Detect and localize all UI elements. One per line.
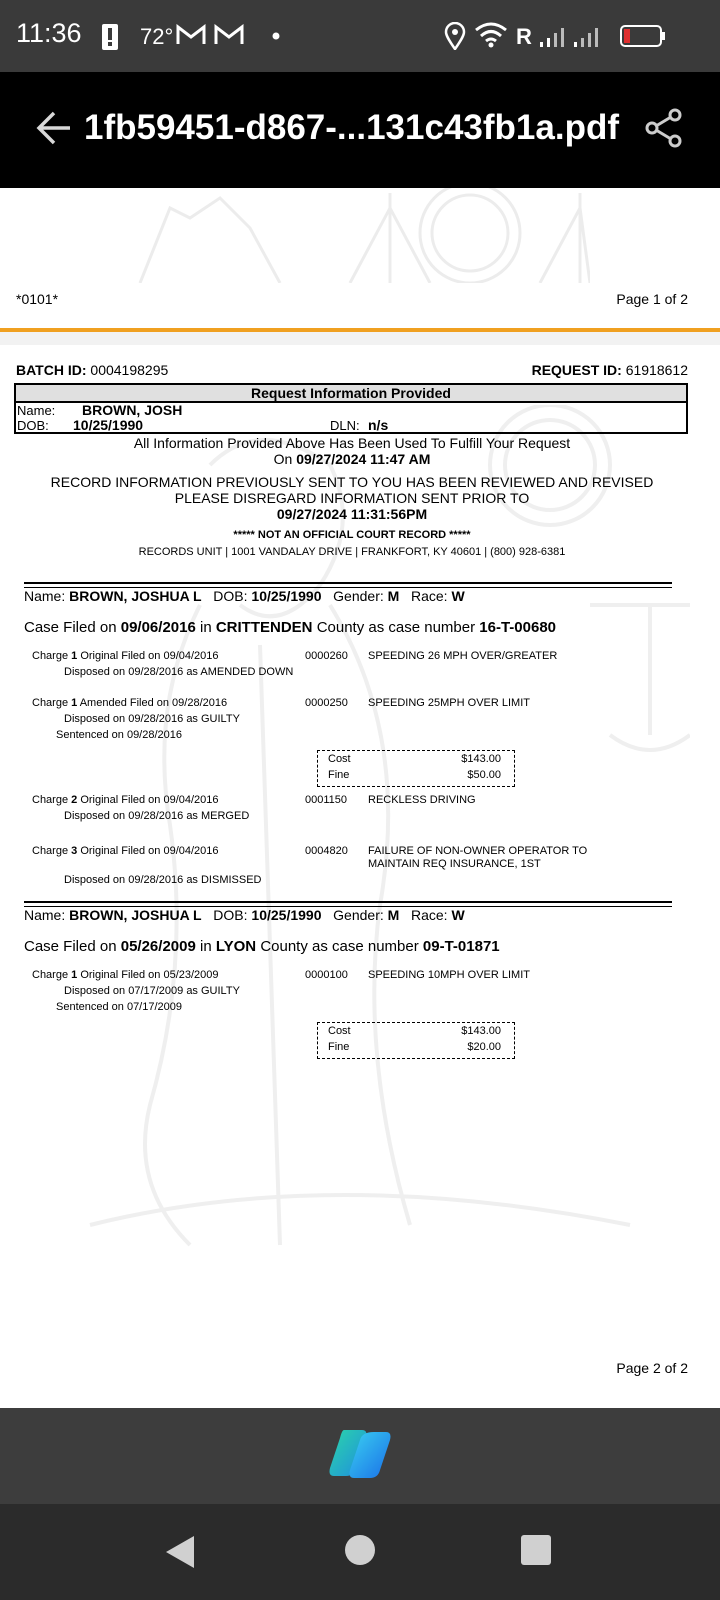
- charge-disposition: Disposed on 07/17/2009 as GUILTY: [64, 985, 240, 997]
- cost-fine-box: [317, 1022, 515, 1059]
- case-filed-prefix: Case Filed on: [24, 938, 117, 955]
- request-info-box: [14, 401, 688, 434]
- charge-row: [32, 650, 219, 662]
- nav-back-icon[interactable]: [164, 1534, 196, 1570]
- case-county: LYON: [215, 938, 257, 955]
- person-name: BROWN, JOSHUA L: [69, 588, 202, 604]
- cost-fine-box: [317, 750, 515, 787]
- notification-dot-icon: [272, 32, 280, 40]
- wifi-icon: [474, 22, 508, 48]
- fulfillment-line: All Information Provided Above Has Been Used To Fulfill Your Request: [133, 435, 571, 451]
- person-race: W: [451, 907, 465, 923]
- status-time: 11:36: [16, 18, 82, 48]
- charge-filed: Original Filed on 09/04/2016: [80, 650, 219, 662]
- battery-alert-icon: [101, 22, 119, 50]
- charge-description: RECKLESS DRIVING: [368, 794, 476, 806]
- pdf-page-1-footer: [0, 188, 720, 330]
- person-dob: 10/25/1990: [251, 907, 322, 923]
- charge-number: 2: [71, 794, 78, 806]
- batch-id: [16, 362, 168, 378]
- charge-filed: Original Filed on 09/04/2016: [80, 845, 219, 857]
- charge-label: Charge: [32, 697, 69, 709]
- gmail-icon-2: [214, 24, 244, 46]
- cost-value: $143.00: [461, 1025, 501, 1037]
- charge-disposition: Disposed on 09/28/2016 as GUILTY: [64, 713, 240, 725]
- case-filed-date: 09/06/2016: [120, 619, 196, 636]
- charge-description: FAILURE OF NON-OWNER OPERATOR TO: [368, 845, 588, 857]
- request-name-value: BROWN, JOSH: [82, 402, 183, 418]
- page-code: *0101*: [16, 291, 59, 307]
- case-1-filed: [24, 619, 556, 636]
- charge-sentenced: Sentenced on 07/17/2009: [56, 1001, 183, 1013]
- status-temp: 72°: [140, 24, 174, 49]
- copilot-icon[interactable]: [328, 1424, 392, 1484]
- charge-disposition: Disposed on 09/28/2016 as MERGED: [64, 810, 250, 822]
- request-id-value: 61918612: [625, 362, 688, 378]
- records-unit-address: RECORDS UNIT | 1001 VANDALAY DRIVE | FRANKFORT, KY 40601 | (800) 928-6381: [138, 546, 566, 558]
- case-1-person: [24, 588, 465, 604]
- charge-label: Charge: [32, 650, 69, 662]
- charge-label: Charge: [32, 969, 69, 981]
- charge-label: Charge: [32, 794, 69, 806]
- share-icon[interactable]: [644, 108, 684, 148]
- charge-label: Charge: [32, 845, 69, 857]
- charge-number: 3: [71, 845, 78, 857]
- request-dln-value: n/s: [368, 417, 389, 433]
- charge-code: 0000100: [305, 969, 348, 981]
- charge-code: 0000250: [305, 697, 348, 709]
- person-race-label: Race:: [410, 907, 448, 923]
- batch-id-label: BATCH ID:: [16, 362, 87, 378]
- fulfillment-note: [0, 435, 704, 467]
- page-gap: [0, 332, 720, 345]
- case-2-filed: [24, 938, 500, 955]
- status-bar: [0, 0, 720, 72]
- roaming-indicator: R: [516, 24, 532, 49]
- page-2-label: Page 2 of 2: [616, 1360, 688, 1376]
- charge-row: [32, 794, 219, 806]
- case-county-suffix: County as case number: [316, 619, 476, 636]
- document-title: 1fb59451-d867-...131c43fb1a.pdf: [84, 108, 619, 147]
- charge-description: SPEEDING 26 MPH OVER/GREATER: [368, 650, 558, 662]
- charge-number: 1: [71, 697, 78, 709]
- charge-row: [32, 697, 227, 709]
- person-dob: 10/25/1990: [251, 588, 322, 604]
- person-dob-label: DOB:: [213, 588, 248, 604]
- case-filed-prefix: Case Filed on: [24, 619, 117, 636]
- charge-code: 0004820: [305, 845, 348, 857]
- cost-label: Cost: [328, 753, 351, 765]
- person-gender-label: Gender:: [333, 907, 384, 923]
- case-number: 09-T-01871: [422, 938, 500, 955]
- pdf-title-bar: [0, 72, 720, 188]
- request-id: [532, 362, 688, 378]
- copilot-bar: [0, 1408, 720, 1504]
- fine-label: Fine: [328, 769, 350, 781]
- charge-disposition: Disposed on 09/28/2016 as DISMISSED: [64, 874, 262, 886]
- person-gender-label: Gender:: [333, 588, 384, 604]
- case-county-suffix: County as case number: [260, 938, 419, 955]
- fine-value: $50.00: [467, 769, 501, 781]
- request-id-label: REQUEST ID:: [531, 362, 622, 378]
- charge-filed: Amended Filed on 09/28/2016: [79, 697, 228, 709]
- fulfillment-on: On: [273, 451, 293, 467]
- charge-number: 1: [71, 969, 78, 981]
- revision-datetime: 09/27/2024 11:31:56PM: [276, 506, 428, 522]
- person-dob-label: DOB:: [213, 907, 248, 923]
- navigation-bar: [0, 1504, 720, 1600]
- pdf-page-2: [0, 345, 720, 1403]
- person-name: BROWN, JOSHUA L: [69, 907, 202, 923]
- fine-label: Fine: [328, 1041, 350, 1053]
- charge-sentenced: Sentenced on 09/28/2016: [56, 729, 183, 741]
- request-info-header: Request Information Provided: [14, 383, 688, 403]
- charge-disposition: Disposed on 09/28/2016 as AMENDED DOWN: [64, 666, 294, 678]
- fulfillment-datetime: 09/27/2024 11:47 AM: [296, 451, 431, 467]
- seal-watermark: [120, 188, 590, 283]
- revision-line-2: PLEASE DISREGARD INFORMATION SENT PRIOR TO: [174, 490, 530, 506]
- page-1-label: Page 1 of 2: [616, 291, 688, 307]
- charge-description-2: MAINTAIN REQ INSURANCE, 1ST: [368, 858, 541, 870]
- charge-description: SPEEDING 25MPH OVER LIMIT: [368, 697, 530, 709]
- fulfillment-date-line: [0, 451, 704, 467]
- charge-row: [32, 845, 219, 857]
- location-icon: [444, 22, 466, 50]
- charge-filed: Original Filed on 09/04/2016: [80, 794, 219, 806]
- signal-icon: [538, 24, 608, 48]
- nav-home-icon[interactable]: [344, 1534, 376, 1566]
- request-name-label: Name:: [17, 403, 56, 418]
- charge-filed: Original Filed on 05/23/2009: [80, 969, 219, 981]
- charge-row: [32, 969, 219, 981]
- case-2-person: [24, 907, 465, 923]
- request-dln-label: DLN:: [330, 418, 360, 433]
- fine-value: $20.00: [467, 1041, 501, 1053]
- charge-number: 1: [71, 650, 78, 662]
- person-name-label: Name:: [24, 907, 66, 923]
- case-filed-date: 05/26/2009: [120, 938, 196, 955]
- person-name-label: Name:: [24, 588, 66, 604]
- not-official-notice: ***** NOT AN OFFICIAL COURT RECORD *****: [233, 529, 471, 541]
- person-gender: M: [387, 588, 400, 604]
- case-in: in: [199, 619, 212, 636]
- cost-value: $143.00: [461, 753, 501, 765]
- revision-line-1: RECORD INFORMATION PREVIOUSLY SENT TO YOU HAS BEEN REVIEWED AND REVISED: [50, 474, 654, 490]
- gmail-icon: [176, 24, 206, 46]
- person-race-label: Race:: [410, 588, 448, 604]
- back-arrow-icon[interactable]: [36, 110, 72, 146]
- charge-code: 0001150: [305, 794, 348, 806]
- request-dob-label: DOB:: [17, 418, 49, 433]
- person-race: W: [451, 588, 465, 604]
- battery-icon: [620, 24, 666, 48]
- revision-note: [0, 474, 704, 522]
- case-county: CRITTENDEN: [215, 619, 313, 636]
- case-number: 16-T-00680: [479, 619, 557, 636]
- charge-code: 0000260: [305, 650, 348, 662]
- batch-id-value: 0004198295: [90, 362, 169, 378]
- request-dob-value: 10/25/1990: [73, 417, 144, 433]
- cost-label: Cost: [328, 1025, 351, 1037]
- case-in: in: [199, 938, 212, 955]
- charge-description: SPEEDING 10MPH OVER LIMIT: [368, 969, 530, 981]
- person-gender: M: [387, 907, 400, 923]
- nav-recents-icon[interactable]: [520, 1534, 552, 1566]
